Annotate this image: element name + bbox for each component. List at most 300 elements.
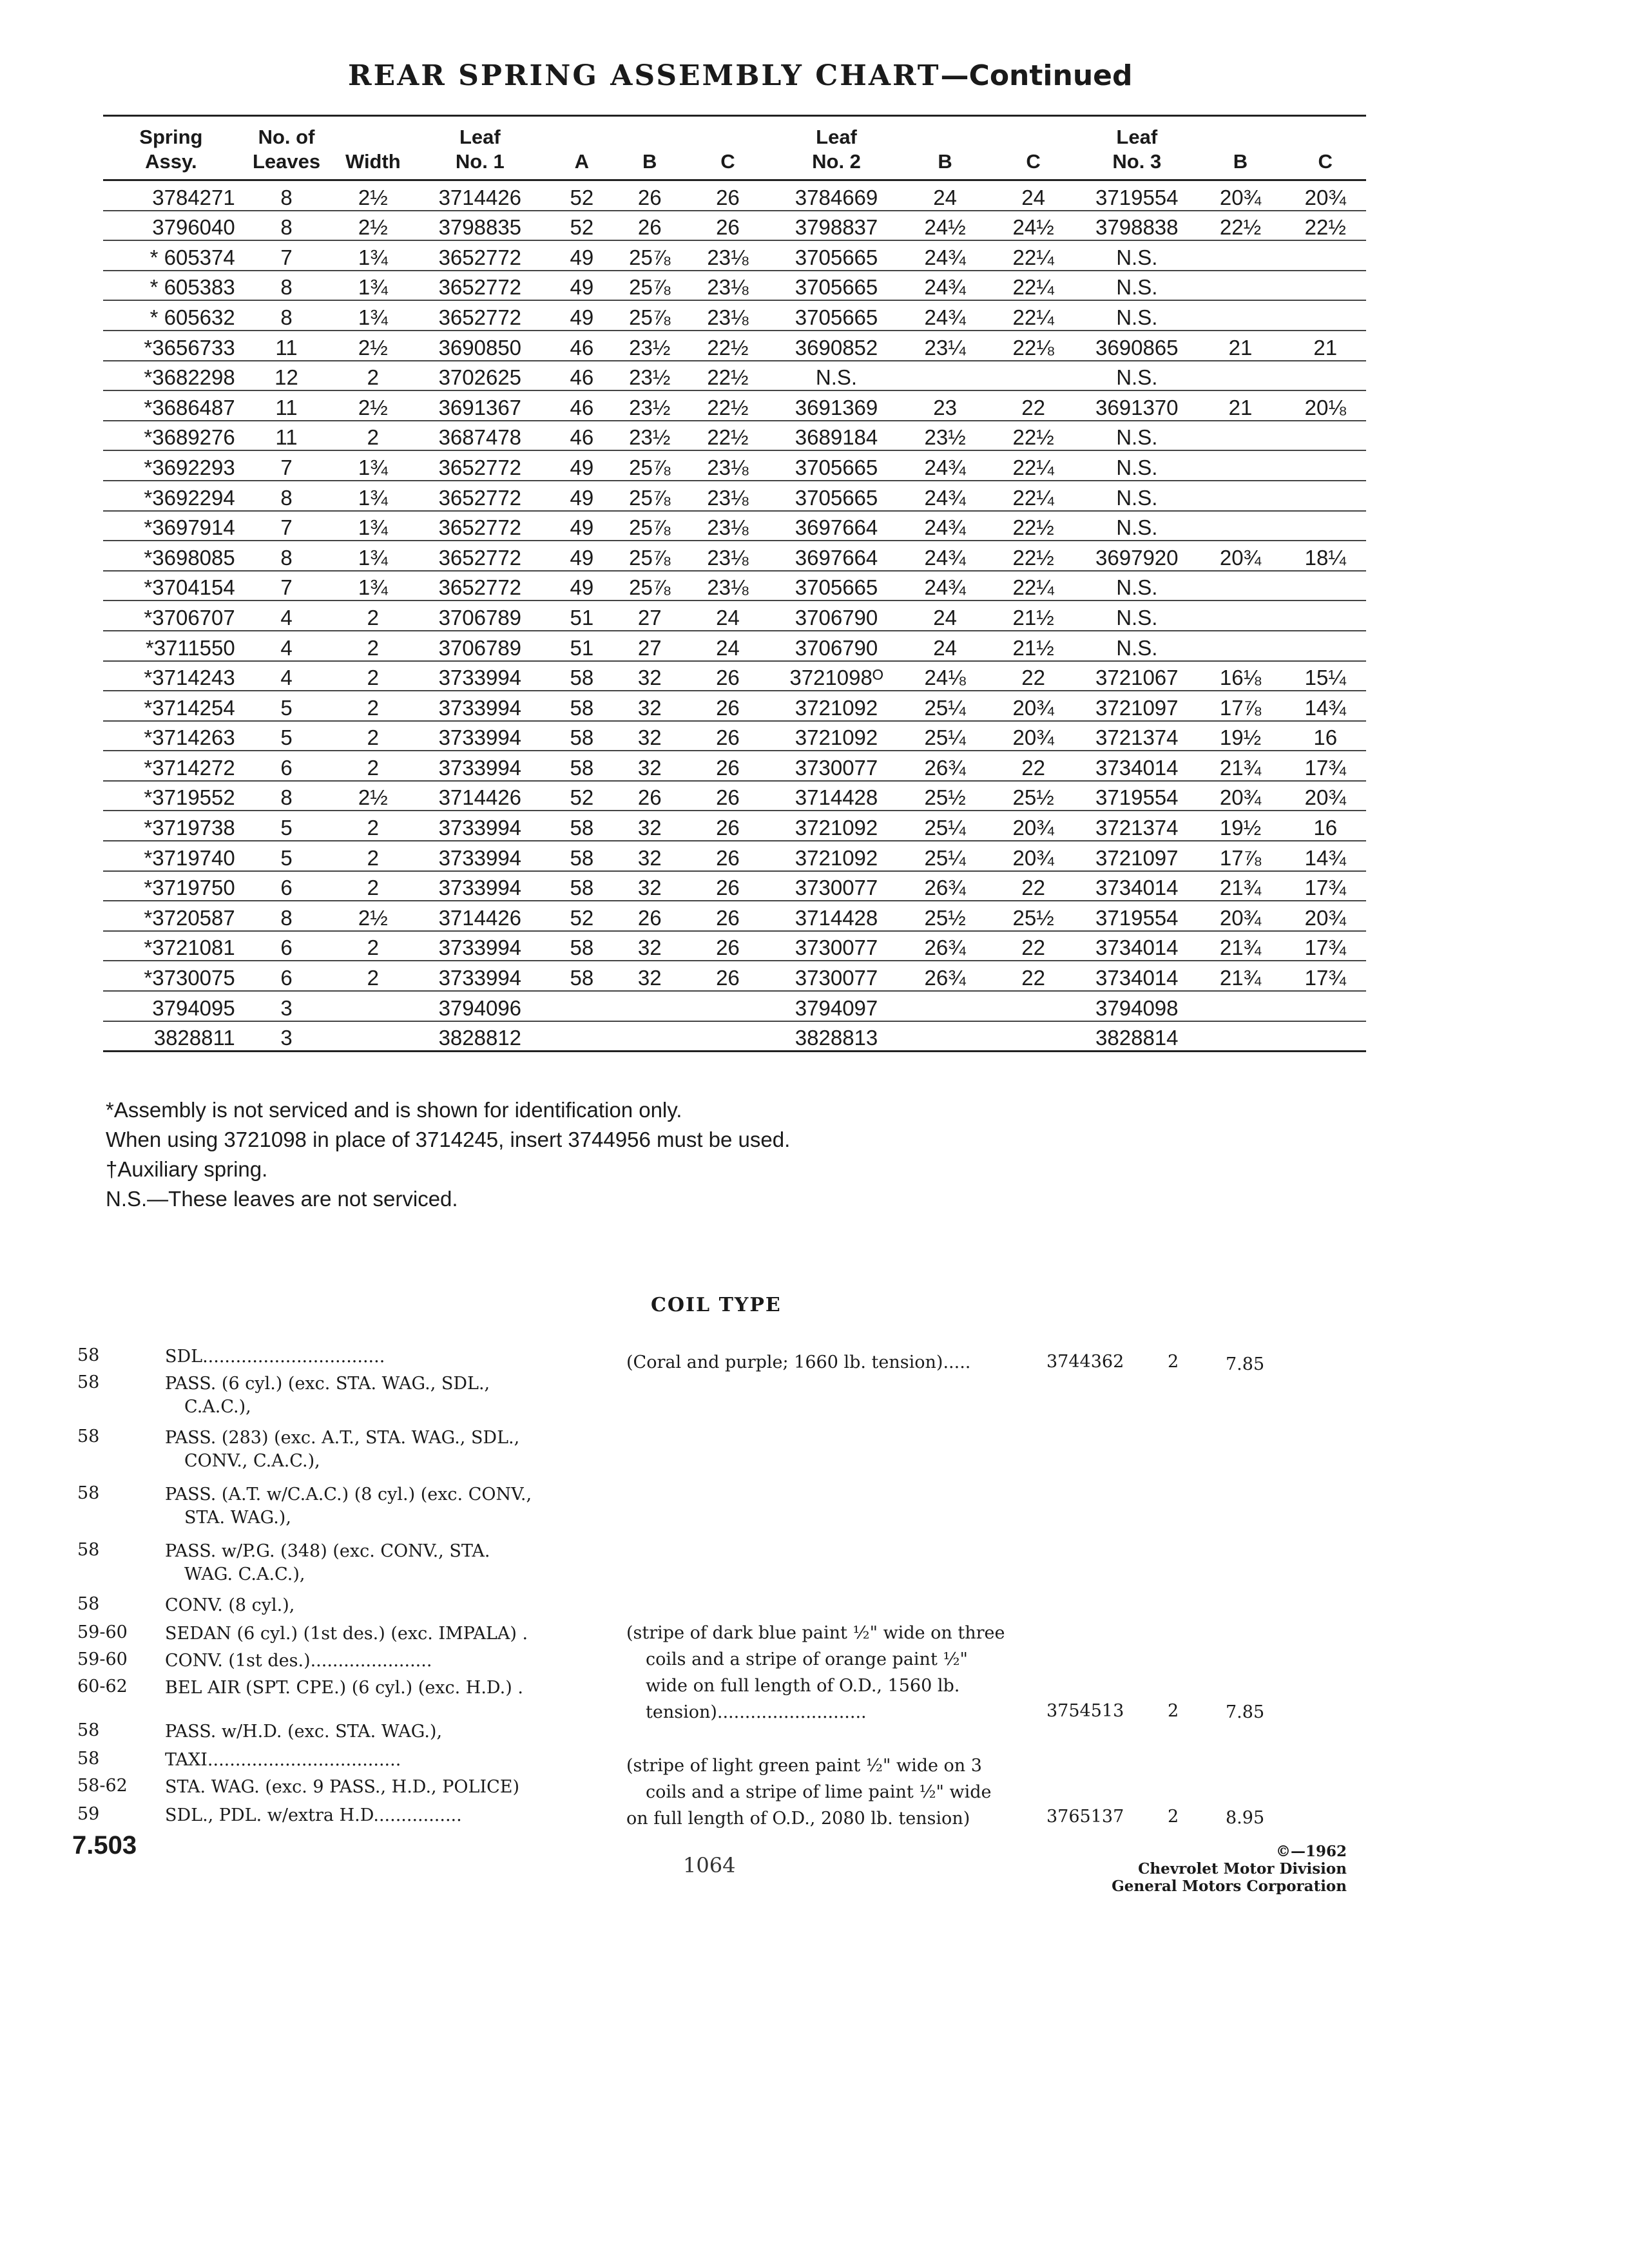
table-cell: *3689276: [103, 421, 239, 451]
table-cell: 2: [334, 811, 412, 841]
table-cell: 17⅞: [1197, 841, 1285, 871]
coil-type-heading: COIL TYPE: [651, 1294, 782, 1316]
column-header-line: Leaf: [1116, 126, 1158, 148]
table-cell: 5: [239, 811, 334, 841]
table-cell: 24: [901, 180, 989, 211]
table-cell: 22½: [684, 390, 772, 421]
table-cell: 3721374: [1077, 721, 1196, 751]
spring-spec: (stripe of dark blue paint ½" wide on three coils and a stripe of orange paint ½" wide on full length of O.D., 1560 lb. tension)...........................: [626, 1623, 1005, 1722]
table-cell: 24¾: [901, 511, 989, 541]
table-cell: 49: [548, 481, 615, 511]
table-cell: 3798835: [412, 211, 548, 241]
table-cell: 26: [684, 751, 772, 781]
table-cell: 58: [548, 931, 615, 961]
table-cell: 3721067: [1077, 661, 1196, 691]
table-cell: N.S.: [1077, 421, 1196, 451]
table-cell: 5: [239, 721, 334, 751]
table-cell: 4: [239, 601, 334, 631]
table-cell: 17¾: [1284, 871, 1366, 901]
table-cell: 3730077: [772, 961, 901, 991]
table-cell: 3796040: [103, 211, 239, 241]
table-cell: 3784669: [772, 180, 901, 211]
table-cell: 2: [334, 841, 412, 871]
column-header-line: C: [1318, 150, 1333, 173]
table-cell: 3721097: [1077, 841, 1196, 871]
table-cell: *3697914: [103, 511, 239, 541]
table-cell: 14¾: [1284, 691, 1366, 721]
table-cell: 3706790: [772, 601, 901, 631]
table-cell: 26: [684, 841, 772, 871]
table-cell: 3705665: [772, 240, 901, 271]
table-cell: 32: [616, 751, 684, 781]
table-cell: 3: [239, 1021, 334, 1052]
table-cell: 3719554: [1077, 781, 1196, 811]
table-cell: 26: [684, 931, 772, 961]
table-cell: 3652772: [412, 450, 548, 481]
table-cell: 18¼: [1284, 541, 1366, 571]
table-cell: 3: [239, 991, 334, 1021]
table-cell: 3784271: [103, 180, 239, 211]
table-cell: 22: [989, 931, 1077, 961]
table-cell: 24¾: [901, 240, 989, 271]
table-cell: 3697664: [772, 511, 901, 541]
table-cell: 20¾: [989, 841, 1077, 871]
year: 58: [77, 1345, 100, 1365]
table-cell: 24: [684, 631, 772, 661]
table-cell: 23⅛: [684, 450, 772, 481]
table-cell: 5: [239, 691, 334, 721]
part-number: 3765137: [1046, 1807, 1124, 1827]
table-cell: 3721374: [1077, 811, 1196, 841]
table-cell: 26: [684, 661, 772, 691]
quantity: 2: [1168, 1352, 1179, 1372]
year: 58-62: [77, 1776, 128, 1796]
table-cell: 24¾: [901, 541, 989, 571]
year: 58: [77, 1540, 100, 1560]
table-cell: 17¾: [1284, 931, 1366, 961]
table-cell: 20¾: [1197, 541, 1285, 571]
table-cell: *3721081: [103, 931, 239, 961]
table-cell: 58: [548, 721, 615, 751]
table-cell: 22½: [684, 421, 772, 451]
table-cell: 24: [901, 631, 989, 661]
table-cell: 49: [548, 571, 615, 601]
table-cell: 2: [334, 691, 412, 721]
table-cell: 32: [616, 721, 684, 751]
year: 58: [77, 1483, 100, 1503]
table-cell: 23⅛: [684, 481, 772, 511]
model-description: SEDAN (6 cyl.) (1st des.) (exc. IMPALA) .: [165, 1624, 528, 1644]
table-cell: *3686487: [103, 390, 239, 421]
table-cell: 2½: [334, 901, 412, 931]
table-cell: 16: [1284, 721, 1366, 751]
table-cell: 20¾: [989, 811, 1077, 841]
table-cell: 23⅛: [684, 240, 772, 271]
table-cell: 1¾: [334, 571, 412, 601]
table-cell: 8: [239, 541, 334, 571]
table-cell: 24½: [989, 211, 1077, 241]
table-cell: 22¼: [989, 300, 1077, 331]
table-cell: 25¼: [901, 721, 989, 751]
table-cell: 23⅛: [684, 511, 772, 541]
table-cell: 3719554: [1077, 901, 1196, 931]
table-cell: 51: [548, 601, 615, 631]
table-cell: 3828811: [103, 1021, 239, 1052]
table-cell: 58: [548, 751, 615, 781]
spring-spec: (Coral and purple; 1660 lb. tension).....: [626, 1352, 971, 1372]
table-cell: *3692293: [103, 450, 239, 481]
table-cell: 20¾: [1197, 901, 1285, 931]
column-header-line: Assy.: [145, 150, 197, 173]
table-cell: 8: [239, 901, 334, 931]
table-cell: 23½: [616, 390, 684, 421]
table-cell: 23½: [616, 331, 684, 361]
table-cell: 3794095: [103, 991, 239, 1021]
table-cell: 7: [239, 571, 334, 601]
table-cell: 24¾: [901, 271, 989, 301]
model-description: CONV. (8 cyl.),: [165, 1595, 295, 1615]
table-cell: 25⅞: [616, 481, 684, 511]
table-cell: *3698085: [103, 541, 239, 571]
table-cell: 49: [548, 511, 615, 541]
table-cell: 23⅛: [684, 571, 772, 601]
table-cell: 1¾: [334, 481, 412, 511]
table-cell: 3734014: [1077, 961, 1196, 991]
table-cell: *3714254: [103, 691, 239, 721]
table-cell: 3705665: [772, 271, 901, 301]
table-cell: 24¾: [901, 300, 989, 331]
table-cell: 7: [239, 240, 334, 271]
table-cell: 3733994: [412, 751, 548, 781]
column-header-line: Spring: [139, 126, 203, 148]
footnote: When using 3721098 in place of 3714245, insert 3744956 must be used.: [106, 1128, 791, 1151]
table-cell: 16: [1284, 811, 1366, 841]
table-cell: 52: [548, 180, 615, 211]
table-cell: 3721092: [772, 691, 901, 721]
table-cell: 32: [616, 811, 684, 841]
table-cell: 3697920: [1077, 541, 1196, 571]
year: 60-62: [77, 1677, 128, 1696]
column-header-line: B: [1233, 150, 1248, 173]
table-cell: 3719554: [1077, 180, 1196, 211]
table-cell: *3719552: [103, 781, 239, 811]
year: 59-60: [77, 1622, 128, 1642]
column-header-line: No. 2: [812, 150, 861, 173]
title-suffix: —Continued: [940, 59, 1133, 92]
table-cell: 3714426: [412, 901, 548, 931]
table-cell: 25½: [901, 901, 989, 931]
table-cell: 3652772: [412, 271, 548, 301]
table-cell: 3734014: [1077, 931, 1196, 961]
table-cell: 21: [1197, 390, 1285, 421]
table-cell: 22: [989, 961, 1077, 991]
table-cell: 26: [616, 211, 684, 241]
table-cell: 32: [616, 661, 684, 691]
table-cell: 46: [548, 421, 615, 451]
table-cell: 25½: [989, 781, 1077, 811]
table-cell: 58: [548, 961, 615, 991]
table-cell: 2½: [334, 781, 412, 811]
table-cell: 1¾: [334, 450, 412, 481]
column-header-line: B: [642, 150, 657, 173]
table-cell: 1¾: [334, 541, 412, 571]
table-cell: 27: [616, 601, 684, 631]
table-cell: 22½: [989, 421, 1077, 451]
table-cell: 25⅞: [616, 240, 684, 271]
table-cell: 20¾: [1197, 781, 1285, 811]
table-cell: 23½: [616, 421, 684, 451]
table-cell: 3733994: [412, 691, 548, 721]
table-cell: 2: [334, 631, 412, 661]
table-cell: 3652772: [412, 300, 548, 331]
table-cell: 3721092: [772, 841, 901, 871]
table-cell: 3652772: [412, 240, 548, 271]
table-cell: 21½: [989, 631, 1077, 661]
table-cell: 3794096: [412, 991, 548, 1021]
copyright: ©—1962: [1275, 1843, 1347, 1860]
table-cell: *3714243: [103, 661, 239, 691]
table-cell: 12: [239, 361, 334, 391]
table-cell: 3691369: [772, 390, 901, 421]
column-header-line: Width: [345, 150, 401, 173]
table-cell: 1¾: [334, 271, 412, 301]
year: 58: [77, 1749, 100, 1769]
model-description: STA. WAG. (exc. 9 PASS., H.D., POLICE): [165, 1777, 520, 1797]
table-cell: 3690852: [772, 331, 901, 361]
table-cell: 2: [334, 751, 412, 781]
table-cell: 6: [239, 871, 334, 901]
table-cell: 3714428: [772, 781, 901, 811]
table-cell: 22: [989, 751, 1077, 781]
table-cell: 32: [616, 841, 684, 871]
table-cell: 2: [334, 931, 412, 961]
column-header-line: Leaf: [816, 126, 857, 148]
table-cell: 49: [548, 240, 615, 271]
table-cell: 58: [548, 841, 615, 871]
table-cell: 3721098ᴼ: [772, 661, 901, 691]
table-cell: 22½: [684, 361, 772, 391]
table-cell: 20⅛: [1284, 390, 1366, 421]
table-cell: 3798838: [1077, 211, 1196, 241]
model-description: PASS. w/H.D. (exc. STA. WAG.),: [165, 1722, 443, 1742]
table-cell: 26: [616, 781, 684, 811]
table-cell: 22½: [1284, 211, 1366, 241]
table-cell: 3702625: [412, 361, 548, 391]
table-cell: 49: [548, 271, 615, 301]
table-cell: 24½: [901, 211, 989, 241]
table-cell: 21: [1284, 331, 1366, 361]
table-cell: 20¾: [1284, 781, 1366, 811]
table-cell: 46: [548, 390, 615, 421]
table-cell: 4: [239, 631, 334, 661]
title-main: REAR SPRING ASSEMBLY CHART: [348, 59, 941, 92]
table-cell: 11: [239, 421, 334, 451]
table-cell: 14¾: [1284, 841, 1366, 871]
table-cell: 22¼: [989, 481, 1077, 511]
table-cell: 26: [684, 781, 772, 811]
table-cell: 15¼: [1284, 661, 1366, 691]
model-description: TAXI...................................: [165, 1750, 401, 1770]
table-cell: 32: [616, 961, 684, 991]
table-cell: 49: [548, 300, 615, 331]
table-cell: 3687478: [412, 421, 548, 451]
table-cell: 6: [239, 751, 334, 781]
footnote: N.S.—These leaves are not serviced.: [106, 1187, 458, 1211]
table-cell: 3733994: [412, 961, 548, 991]
table-cell: 6: [239, 961, 334, 991]
table-cell: 17¾: [1284, 751, 1366, 781]
table-cell: 26: [684, 811, 772, 841]
table-cell: 3652772: [412, 511, 548, 541]
table-cell: 7: [239, 450, 334, 481]
table-cell: 58: [548, 691, 615, 721]
table-cell: 3706789: [412, 631, 548, 661]
table-cell: N.S.: [1077, 511, 1196, 541]
table-cell: 2½: [334, 331, 412, 361]
table-cell: *3704154: [103, 571, 239, 601]
table-cell: 23½: [901, 421, 989, 451]
table-cell: 23¼: [901, 331, 989, 361]
table-cell: 58: [548, 661, 615, 691]
table-cell: *3711550: [103, 631, 239, 661]
table-cell: 6: [239, 931, 334, 961]
spring-spec: (stripe of light green paint ½" wide on 3 coils and a stripe of lime paint ½" wide on full length of O.D., 2080 lb. tension): [626, 1756, 992, 1829]
quantity: 2: [1168, 1701, 1179, 1721]
table-cell: 22¼: [989, 271, 1077, 301]
table-cell: 20¾: [1197, 180, 1285, 211]
table-cell: 24: [989, 180, 1077, 211]
table-cell: 3652772: [412, 481, 548, 511]
table-cell: 3706790: [772, 631, 901, 661]
part-number: 3744362: [1046, 1352, 1124, 1372]
table-cell: 25⅞: [616, 450, 684, 481]
table-cell: 26¾: [901, 751, 989, 781]
table-cell: 58: [548, 811, 615, 841]
spring-value: 8.95: [1226, 1808, 1265, 1828]
table-cell: 46: [548, 331, 615, 361]
table-cell: 26¾: [901, 931, 989, 961]
table-cell: *3714263: [103, 721, 239, 751]
table-cell: 25½: [901, 781, 989, 811]
table-cell: 4: [239, 661, 334, 691]
page-number: 1064: [683, 1853, 736, 1878]
table-cell: 7: [239, 511, 334, 541]
table-cell: N.S.: [772, 361, 901, 391]
table-cell: 25⅞: [616, 300, 684, 331]
table-cell: 3828812: [412, 1021, 548, 1052]
table-cell: 22¼: [989, 450, 1077, 481]
table-cell: 26: [616, 901, 684, 931]
spring-value: 7.85: [1226, 1354, 1265, 1374]
table-cell: 1¾: [334, 240, 412, 271]
year: 58: [77, 1427, 100, 1446]
table-cell: 3733994: [412, 721, 548, 751]
table-cell: *3714272: [103, 751, 239, 781]
table-cell: 20¾: [989, 721, 1077, 751]
table-cell: 24: [901, 601, 989, 631]
table-cell: 24⅛: [901, 661, 989, 691]
footnote: †Auxiliary spring.: [106, 1157, 268, 1181]
table-cell: 3733994: [412, 871, 548, 901]
table-cell: 58: [548, 871, 615, 901]
table-cell: 23⅛: [684, 271, 772, 301]
table-cell: 21½: [989, 601, 1077, 631]
table-cell: 26: [684, 180, 772, 211]
table-cell: 32: [616, 691, 684, 721]
table-cell: N.S.: [1077, 300, 1196, 331]
table-cell: 5: [239, 841, 334, 871]
table-cell: 3689184: [772, 421, 901, 451]
column-header-line: A: [574, 150, 590, 173]
model-description: SDL.................................: [165, 1347, 385, 1367]
table-cell: 21: [1197, 331, 1285, 361]
table-cell: *3730075: [103, 961, 239, 991]
table-cell: 3733994: [412, 931, 548, 961]
table-cell: 3730077: [772, 751, 901, 781]
table-cell: *3719738: [103, 811, 239, 841]
table-cell: *3706707: [103, 601, 239, 631]
table-cell: N.S.: [1077, 601, 1196, 631]
column-header-line: Leaves: [252, 150, 321, 173]
table-cell: 3705665: [772, 571, 901, 601]
section-code: 7.503: [72, 1831, 137, 1860]
table-cell: 3730077: [772, 871, 901, 901]
table-cell: * 605383: [103, 271, 239, 301]
table-cell: 23⅛: [684, 300, 772, 331]
table-cell: 16⅛: [1197, 661, 1285, 691]
table-cell: 3697664: [772, 541, 901, 571]
table-cell: 27: [616, 631, 684, 661]
quantity: 2: [1168, 1807, 1179, 1827]
table-cell: N.S.: [1077, 481, 1196, 511]
table-cell: 3721092: [772, 721, 901, 751]
table-cell: 21¾: [1197, 931, 1285, 961]
table-cell: 3733994: [412, 811, 548, 841]
table-cell: *3719740: [103, 841, 239, 871]
table-cell: 8: [239, 271, 334, 301]
table-cell: 23½: [616, 361, 684, 391]
table-cell: 3706789: [412, 601, 548, 631]
table-cell: 3705665: [772, 481, 901, 511]
table-cell: 3691370: [1077, 390, 1196, 421]
table-cell: 3721092: [772, 811, 901, 841]
table-cell: 23: [901, 390, 989, 421]
table-cell: 21¾: [1197, 961, 1285, 991]
table-cell: N.S.: [1077, 271, 1196, 301]
table-cell: 2: [334, 961, 412, 991]
table-cell: 24: [684, 601, 772, 631]
table-cell: 20¾: [1284, 180, 1366, 211]
year: 58: [77, 1594, 100, 1614]
table-cell: 20¾: [1284, 901, 1366, 931]
table-cell: N.S.: [1077, 240, 1196, 271]
table-cell: 26¾: [901, 871, 989, 901]
table-cell: 46: [548, 361, 615, 391]
table-cell: 3690865: [1077, 331, 1196, 361]
table-cell: 26: [684, 721, 772, 751]
model-description: CONV. (1st des.)......................: [165, 1651, 432, 1671]
table-cell: 2: [334, 721, 412, 751]
table-cell: 8: [239, 211, 334, 241]
table-cell: 3714426: [412, 781, 548, 811]
year: 59: [77, 1804, 100, 1824]
table-cell: N.S.: [1077, 571, 1196, 601]
model-description: BEL AIR (SPT. CPE.) (6 cyl.) (exc. H.D.) .: [165, 1678, 523, 1698]
table-cell: 22¼: [989, 571, 1077, 601]
column-header-line: No. 3: [1112, 150, 1162, 173]
table-cell: 22½: [989, 511, 1077, 541]
table-cell: 22¼: [989, 240, 1077, 271]
